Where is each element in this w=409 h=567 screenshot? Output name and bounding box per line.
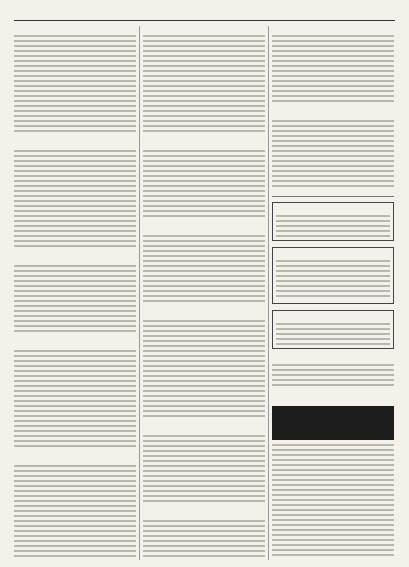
banner-ad — [272, 406, 394, 440]
news-headline — [14, 256, 136, 263]
bottom-ad-block — [272, 444, 394, 560]
text-block — [143, 435, 265, 505]
page-number — [365, 6, 395, 16]
news-item — [14, 256, 136, 335]
header-date — [14, 6, 44, 16]
news-headline — [272, 355, 394, 362]
text-block — [143, 320, 265, 420]
news-headline — [143, 311, 265, 318]
column-separator — [268, 26, 269, 560]
text-block — [276, 260, 390, 300]
news-item — [14, 341, 136, 450]
news-item — [14, 141, 136, 250]
news-item — [272, 111, 394, 190]
classified-ad — [272, 202, 394, 241]
news-headline — [143, 226, 265, 233]
news-headline — [272, 111, 394, 118]
text-block — [272, 35, 394, 105]
text-block — [143, 35, 265, 135]
news-item — [143, 511, 265, 560]
news-headline — [14, 341, 136, 348]
news-headline — [272, 26, 394, 33]
news-headline — [14, 456, 136, 463]
news-item — [143, 426, 265, 505]
section-rule — [272, 196, 394, 197]
text-block — [14, 35, 136, 135]
text-block — [143, 235, 265, 305]
ad-headline — [276, 206, 390, 213]
ad-headline — [276, 314, 390, 321]
news-headline — [143, 426, 265, 433]
column-2 — [143, 26, 265, 560]
news-headline — [14, 141, 136, 148]
text-block — [272, 444, 394, 556]
news-item — [143, 311, 265, 420]
ad-headline — [276, 251, 390, 258]
news-item — [143, 226, 265, 305]
text-block — [143, 150, 265, 220]
text-block — [143, 520, 265, 560]
text-block — [276, 323, 390, 345]
classified-ad — [272, 310, 394, 349]
news-headline — [14, 26, 136, 33]
classified-ad — [272, 247, 394, 304]
news-headline — [143, 511, 265, 518]
header-rule — [14, 20, 395, 21]
news-item — [143, 141, 265, 220]
text-block — [14, 350, 136, 450]
page-header — [14, 6, 395, 20]
news-item — [272, 355, 394, 386]
news-headline — [143, 141, 265, 148]
news-item — [272, 26, 394, 105]
text-block — [272, 120, 394, 190]
news-headline — [143, 26, 265, 33]
text-block — [14, 150, 136, 250]
news-item — [14, 26, 136, 135]
column-1 — [14, 26, 136, 560]
column-separator — [139, 26, 140, 560]
text-block — [14, 265, 136, 335]
news-item — [143, 26, 265, 135]
news-item — [14, 456, 136, 560]
banner-ad-text — [272, 406, 394, 426]
text-block — [14, 465, 136, 560]
text-block — [276, 215, 390, 237]
masthead-title — [154, 6, 255, 16]
text-block — [272, 364, 394, 386]
